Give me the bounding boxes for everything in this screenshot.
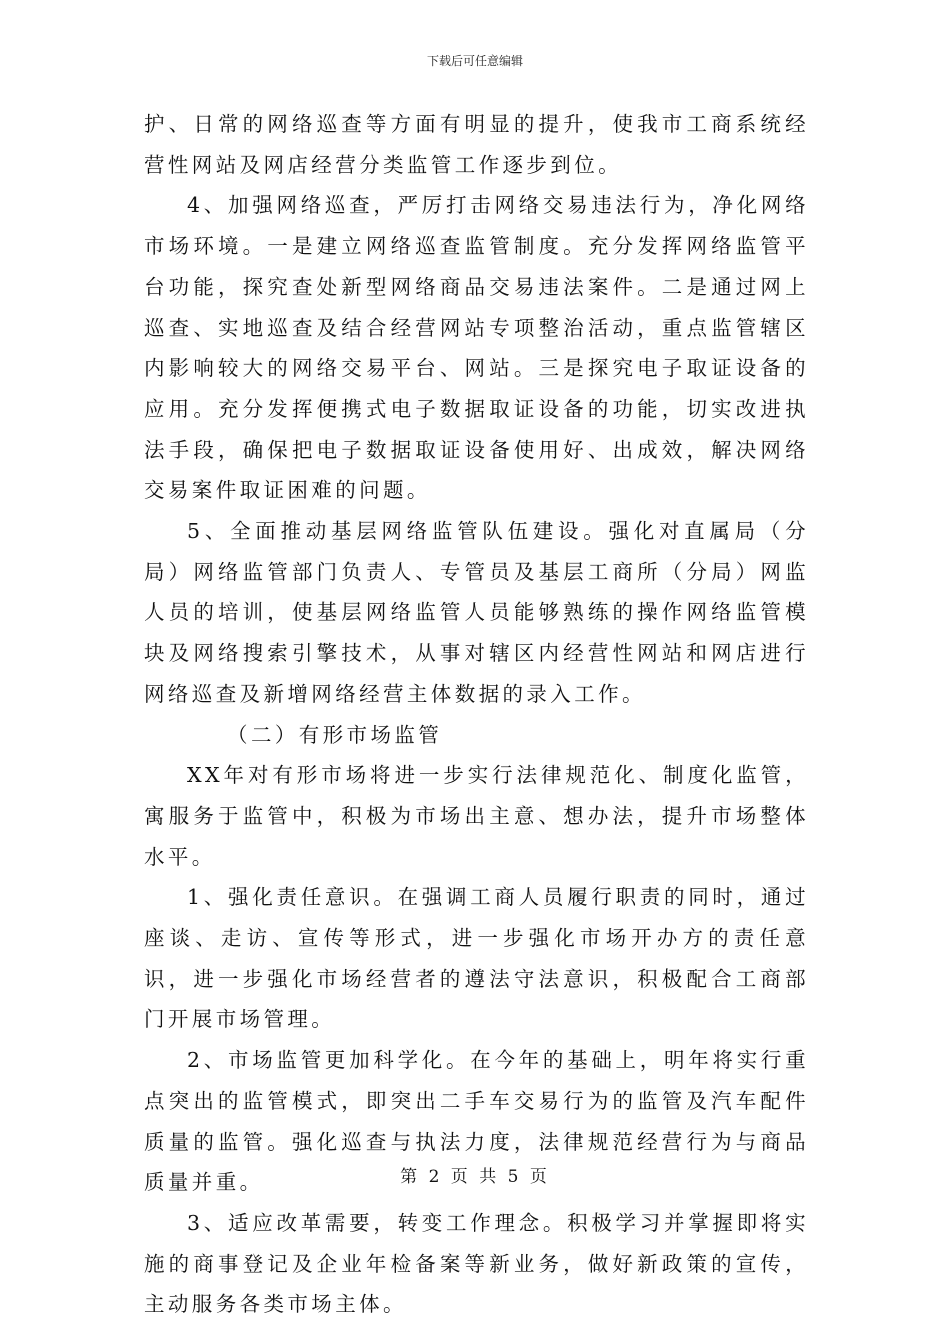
paragraph-item-2: 2、市场监管更加科学化。在今年的基础上，明年将实行重点突出的监管模式，即突出二手车交易行为的监管及汽车配件质量的监管。强化巡查与执法力度，法律规范经营行为与商品质量并重。 bbox=[144, 1048, 809, 1195]
paragraph-section-intro: XX年对有形市场将进一步实行法律规范化、制度化监管，寓服务于监管中，积极为市场出主意、想办法，提升市场整体水平。 bbox=[144, 763, 809, 869]
page-number: 第 2 页 共 5 页 bbox=[400, 1167, 550, 1187]
paragraph-item-5: 5、全面推动基层网络监管队伍建设。强化对直属局（分局）网络监管部门负责人、专管员及基层工商所（分局）网监人员的培训，使基层网络监管人员能够熟练的操作网络监管模块及网络搜索引擎技术，从事对辖区内经营性网站和网店进行网络巡查及新增网络经营主体数据的录入工作。 bbox=[144, 519, 809, 706]
paragraph-item-1: 1、强化责任意识。在强调工商人员履行职责的同时，通过座谈、走访、宣传等形式，进一步强化市场开办方的责任意识，进一步强化市场经营者的遵法守法意识，积极配合工商部门开展市场管理。 bbox=[144, 885, 809, 1032]
paragraph-continuation: 护、日常的网络巡查等方面有明显的提升，使我市工商系统经营性网站及网店经营分类监管工作逐步到位。 bbox=[144, 112, 809, 177]
paragraph-item-4: 4、加强网络巡查，严厉打击网络交易违法行为，净化网络市场环境。一是建立网络巡查监管制度。充分发挥网络监管平台功能，探究查处新型网络商品交易违法案件。二是通过网上巡查、实地巡查及结合经营网站专项整治活动，重点监管辖区内影响较大的网络交易平台、网站。三是探究电子取证设备的应用。充分发挥便携式电子数据取证设备的功能，切实改进执法手段，确保把电子数据取证设备使用好、出成效，解决网络交易案件取证困难的问题。 bbox=[144, 193, 809, 503]
page-header: 下载后可任意编辑 bbox=[426, 54, 523, 68]
document-body bbox=[144, 104, 809, 1325]
paragraph-item-3: 3、适应改革需要，转变工作理念。积极学习并掌握即将实施的商事登记及企业年检备案等新业务，做好新政策的宣传，主动服务各类市场主体。 bbox=[144, 1210, 809, 1317]
section-heading: （二）有形市场监管 bbox=[227, 722, 443, 747]
